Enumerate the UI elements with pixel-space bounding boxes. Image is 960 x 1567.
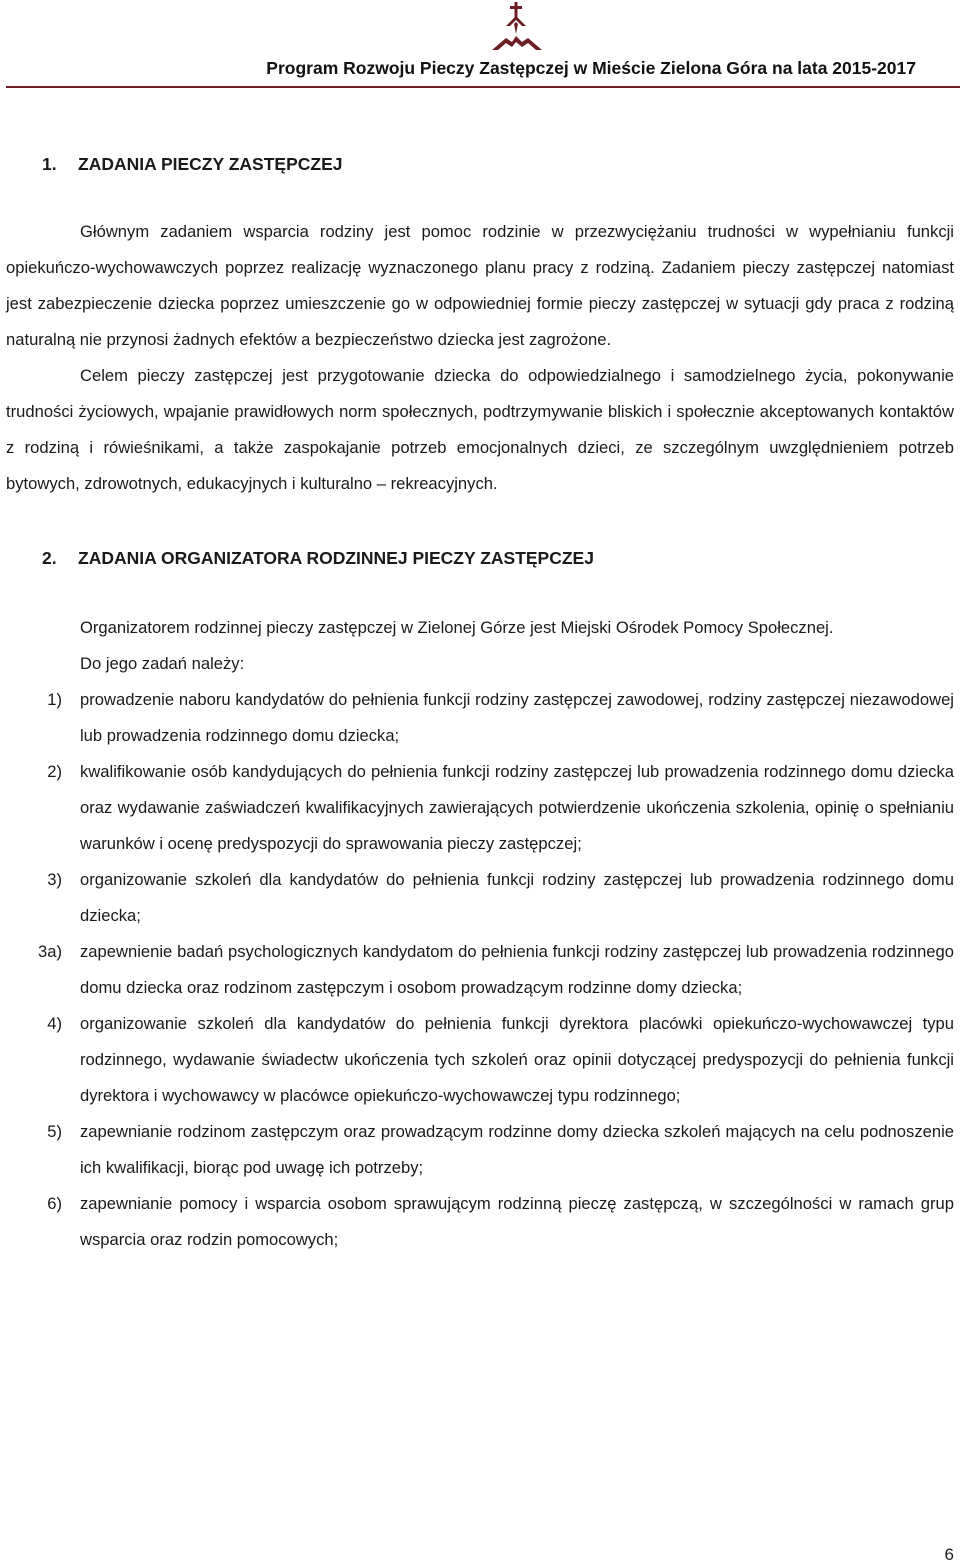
tasks-list (6, 682, 954, 1258)
list-item (6, 934, 954, 1006)
list-marker: 6) (47, 1194, 62, 1213)
list-marker: 1) (47, 690, 62, 709)
list-item-text: zapewnianie rodzinom zastępczym oraz prowadzącym rodzinne domy dziecka szkoleń mających na celu podnoszenie ich kwalifikacji, biorąc pod uwagę ich potrzeby; (80, 1122, 954, 1177)
list-item-text: organizowanie szkoleń dla kandydatów do pełnienia funkcji rodziny zastępczej lub prowadzenia rodzinnego domu dziecka; (80, 870, 954, 925)
list-marker: 5) (47, 1122, 62, 1141)
list-marker: 2) (47, 762, 62, 781)
list-item-text: prowadzenie naboru kandydatów do pełnienia funkcji rodziny zastępczej zawodowej, rodziny zastępczej niezawodowej lub prowadzenia rodzinnego domu dziecka; (80, 690, 954, 745)
section-1-paragraph-1: Głównym zadaniem wsparcia rodziny jest pomoc rodzinie w przezwyciężaniu trudności w wypełnianiu funkcji opiekuńczo-wychowawczych poprzez realizację wyznaczonego planu pracy z rodziną. Zadaniem pieczy zastępczej natomiast jest zabezpieczenie dziecka poprzez umieszczenie go w odpowiedniej formie pieczy zastępczej w sytuacji gdy praca z rodziną naturalną nie przynosi żadnych efektów a bezpieczeństwo dziecka jest zagrożone. (6, 222, 954, 349)
page-number: 6 (944, 1545, 954, 1564)
section-1-paragraph-2: Celem pieczy zastępczej jest przygotowanie dziecka do odpowiedzialnego i samodzielnego życia, pokonywanie trudności życiowych, wpajanie prawidłowych norm społecznych, podtrzymywanie bliskich i społecznie akceptowanych kontaktów z rodziną i rówieśnikami, a także zaspokajanie potrzeb emocjonalnych dzieci, ze szczególnym uwzględnieniem potrzeb bytowych, zdrowotnych, edukacyjnych i kulturalno – rekreacyjnych. (6, 366, 954, 493)
list-item-text: zapewnienie badań psychologicznych kandydatom do pełnienia funkcji rodziny zastępczej lub prowadzenia rodzinnego domu dziecka oraz rodzinom zastępczym i osobom prowadzącym rodzinne domy dziecka; (80, 942, 954, 997)
list-item (6, 862, 954, 934)
list-item (6, 1006, 954, 1114)
list-item (6, 1186, 954, 1258)
list-item (6, 1114, 954, 1186)
document-body (6, 150, 954, 1258)
page-header (0, 0, 960, 92)
list-item (6, 682, 954, 754)
document-title: Program Rozwoju Pieczy Zastępczej w Mieście Zielona Góra na lata 2015-2017 (266, 58, 916, 78)
list-item (6, 754, 954, 862)
list-item-text: zapewnianie pomocy i wsparcia osobom sprawującym rodzinną pieczę zastępczą, w szczególności w ramach grup wsparcia oraz rodzin pomocowych; (80, 1194, 954, 1249)
section-2-list-intro: Do jego zadań należy: (80, 654, 245, 673)
city-emblem-icon (488, 0, 544, 56)
section-2-number: 2. (42, 548, 57, 568)
list-item-text: kwalifikowanie osób kandydujących do pełnienia funkcji rodziny zastępczej lub prowadzenia rodzinnego domu dziecka oraz wydawanie zaświadczeń kwalifikacyjnych zawierających potwierdzenie ukończenia szkolenia, opinię o spełnianiu warunków i ocenę predyspozycji do sprawowania pieczy zastępczej; (80, 762, 954, 853)
section-2-intro: Organizatorem rodzinnej pieczy zastępczej w Zielonej Górze jest Miejski Ośrodek Pomocy Społecznej. (80, 618, 834, 637)
list-item-text: organizowanie szkoleń dla kandydatów do pełnienia funkcji dyrektora placówki opiekuńczo-wychowawczej typu rodzinnego, wydawanie świadectw ukończenia tych szkoleń oraz opinii dotyczącej predyspozycji do pełnienia funkcji dyrektora i wychowawcy w placówce opiekuńczo-wychowawczej typu rodzinnego; (80, 1014, 954, 1105)
section-1-heading (6, 150, 954, 178)
list-marker: 4) (47, 1014, 62, 1033)
section-2-heading (6, 544, 954, 572)
list-marker: 3a) (38, 942, 62, 961)
header-divider (6, 86, 960, 88)
list-marker: 3) (47, 870, 62, 889)
section-2-title: ZADANIA ORGANIZATORA RODZINNEJ PIECZY ZASTĘPCZEJ (78, 548, 594, 568)
section-1-title: ZADANIA PIECZY ZASTĘPCZEJ (78, 154, 343, 174)
section-1-number: 1. (42, 154, 57, 174)
